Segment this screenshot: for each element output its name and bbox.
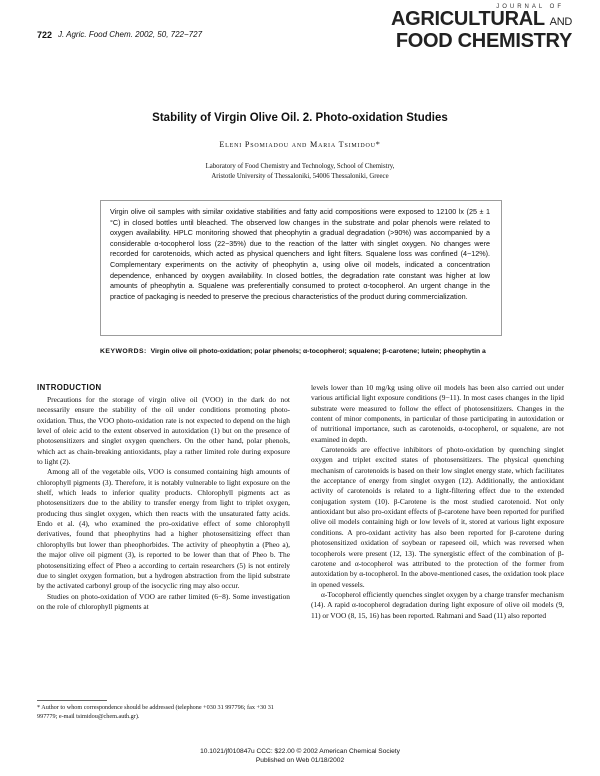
logo-and: AND [549, 16, 572, 28]
keywords-label: KEYWORDS: [100, 348, 147, 355]
article-title: Stability of Virgin Olive Oil. 2. Photo-oxidation Studies [152, 112, 448, 124]
page-number: 722 [37, 30, 53, 40]
keywords [100, 347, 500, 357]
paragraph: α-Tocopherol efficiently quenches singlet oxygen by a charge transfer mechanism (14). A rapid α-tocopherol degradation during light exposure of olive oil models (9, 11) or VOO (8, 15, 16) has been reported. Rahmani and Saad (11) also reported [311, 589, 564, 620]
body-column-left [37, 395, 290, 612]
footnote-divider [37, 700, 107, 701]
paragraph: Among all of the vegetable oils, VOO is consumed containing high amounts of chlorophyll pigments (3). Therefore, it is notably vulnerable to light exposure on the shelf, which leads to inferior quality products. Chlorophyll pigments act as photosensitizers due to the ability to transfer energy from light to triplet oxygen, producing thus singlet oxygen, which then reacts with the unsaturated fatty acids. Endo et al. (4), who examined the pro-oxidative effect of some chlorophyll derivatives, found that pheophytins had a higher photosensitizing effect than chlorophylls but lower than pheophorbides. The activity of pheophytin a (Pheo a), the major olive oil pigment (3), is reported to be lower than that of Pheo b. The photosensitizing effect of Pheo a according to certain researchers (5) is not entirely due to singlet oxygen formation, but a hydrogen abstraction from the lipid substrate by the activated carbonyl group of the isocyclic ring may also occur. [37, 467, 290, 591]
logo-agricultural-word: AGRICULTURAL [390, 8, 545, 30]
published-date-line: Published on Web 01/18/2002 [255, 757, 345, 764]
paragraph: levels lower than 10 mg/kg using olive oil models has been also carried out under various artificial light exposure conditions (9−11). In most cases changes in the lipid substrate were measured to follow the effect of photosensitizers. Changes in the content of minor components, in particular of those participating in autoxidation or of nutritional importance, such as carotenoids, α-tocopherol, or squalene, are not examined in depth. [311, 383, 564, 444]
logo-agricultural [382, 10, 572, 32]
body-column-right [311, 383, 564, 621]
logo-food-chemistry: FOOD CHEMISTRY [395, 30, 572, 52]
affiliation-line-2: Aristotle University of Thessaloniki, 54006 Thessaloniki, Greece [211, 173, 389, 180]
keywords-list: Virgin olive oil photo-oxidation; polar phenols; α-tocopherol; squalene; β-carotene; lutein; pheophytin a [150, 348, 486, 355]
author-affiliation [0, 162, 600, 182]
footnote-correspondence: * Author to whom correspondence should be addressed (telephone +030 31 997796; fax +30 31 997779; e-mail tsimidou@chem.auth.gr). [37, 704, 274, 720]
article-authors: Eleni Psomiadou and Maria Tsimidou* [219, 140, 381, 149]
paragraph: Studies on photo-oxidation of VOO are rather limited (6−8). Some investigation on the role of chlorophyll pigments at [37, 591, 290, 611]
journal-citation: J. Agric. Food Chem. 2002, 50, 722−727 [58, 30, 203, 39]
paragraph: Precautions for the storage of virgin olive oil (VOO) in the dark do not necessarily ensure the stability of the oil under conditions promoting photo-oxidation. Thus, the VOO photo-oxidation rate is not expected to depend on the high level of oleic acid to the extent observed in autoxidation (1) but on the presence of photosensitizers and singlet oxygen quenchers. On the other hand, polar phenols, which act as chain-breaking antioxidants, play a rather limited role during exposure to light (2). [37, 395, 290, 467]
abstract-text: Virgin olive oil samples with similar oxidative stabilities and fatty acid compositions were exposed to 12100 lx (25 ± 1 °C) in closed bottles until bleached. The observed low changes in the substrate and polar phenols were related to oxygen availability. HPLC monitoring showed that pheophytin a gradual degradation (>90%) was accompanied by a considerable α-tocopherol loss (22−35%) due to the reaction of the latter with singlet oxygen. No changes were recorded for carotenoids, which acted as physical quenchers and light filters. Squalene loss was confined (4−12%). Complementary experiments on the activity of pheophytin a, using olive oil models, indicated a concentration dependence, enhanced by oxygen availability. In closed bottles, the degradation rate constant was higher at low amounts of pheophytin a. Squalene was preferentially consumed to protect α-tocopherol. An urgent change in the practice of packaging is needed to preserve the precious characteristics of the product during commercialization. [110, 207, 490, 301]
paragraph: Carotenoids are effective inhibitors of photo-oxidation by quenching singlet oxygen and triplet excited states of photosensitizers. The physical quenching mechanism of carotenoids is based on their low singlet energy state, which facilitates the acceptance of energy from singlet oxygen (12). Additionally, the antioxidant activity of carotenoids is related to a light-filtering effect due to the extended conjugation system (10). β-Carotene is the most studied carotenoid. Not only antioxidant but also pro-oxidant effects of β-carotene have been reported for purified olive oil models containing high or low levels of it, stored at various light exposure conditions. A pro-oxidant activity has also been reported for β-carotene during photosensitized oxidation of soybean or rapeseed oil, which was reversed when tocopherols were present (12, 13). The synergistic effect of the combination of β-carotene and α-tocopherol was attributed to the protection of the former from autoxidation by α-tocopherol. In the above-mentioned cases, the oxidation took place in opened vessels. [311, 445, 564, 589]
journal-logo [382, 4, 572, 51]
doi-copyright-line: 10.1021/jf010847u CCC: $22.00 © 2002 American Chemical Society [200, 748, 400, 755]
logo-journal-of: JOURNAL OF [496, 4, 564, 10]
section-heading-introduction: INTRODUCTION [37, 383, 102, 392]
affiliation-line-1: Laboratory of Food Chemistry and Technology, School of Chemistry, [205, 163, 395, 170]
